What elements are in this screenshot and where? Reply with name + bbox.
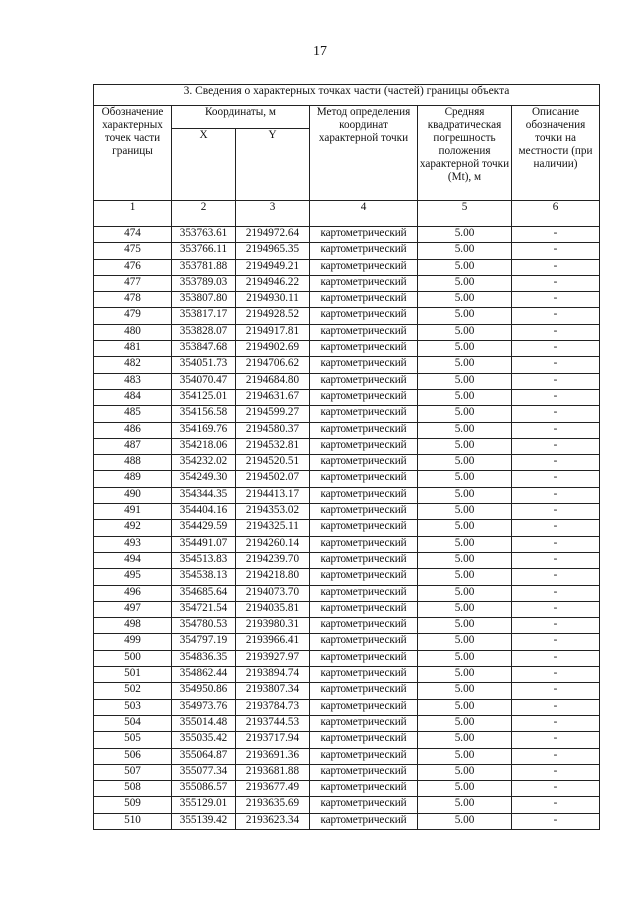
method: картометрический (310, 341, 418, 357)
column-number-row (94, 201, 600, 227)
error-value: 5.00 (418, 259, 512, 275)
coord-y: 2194520.51 (236, 455, 310, 471)
coord-y: 2194353.02 (236, 504, 310, 520)
coord-x: 353781.88 (172, 259, 236, 275)
method: картометрический (310, 275, 418, 291)
table-row (94, 732, 600, 748)
description: - (512, 227, 600, 243)
method: картометрический (310, 536, 418, 552)
coord-y: 2193677.49 (236, 781, 310, 797)
point-number: 501 (94, 667, 172, 683)
description: - (512, 422, 600, 438)
coord-x: 355064.87 (172, 748, 236, 764)
point-number: 478 (94, 292, 172, 308)
point-number: 496 (94, 585, 172, 601)
coord-y: 2193966.41 (236, 634, 310, 650)
description: - (512, 748, 600, 764)
column-number: 6 (512, 201, 600, 227)
coord-x: 354721.54 (172, 601, 236, 617)
method: картометрический (310, 389, 418, 405)
description: - (512, 650, 600, 666)
coord-x: 353789.03 (172, 275, 236, 291)
section-title-row (94, 85, 600, 106)
description: - (512, 797, 600, 813)
header-method: Метод определения координат характерной точки (310, 106, 418, 201)
table-row (94, 259, 600, 275)
method: картометрический (310, 504, 418, 520)
description: - (512, 259, 600, 275)
coord-y: 2194917.81 (236, 324, 310, 340)
error-value: 5.00 (418, 667, 512, 683)
coord-y: 2194260.14 (236, 536, 310, 552)
table-row (94, 308, 600, 324)
error-value: 5.00 (418, 471, 512, 487)
coord-x: 353807.80 (172, 292, 236, 308)
coord-x: 354538.13 (172, 569, 236, 585)
point-number: 494 (94, 552, 172, 568)
coord-x: 354125.01 (172, 389, 236, 405)
error-value: 5.00 (418, 275, 512, 291)
method: картометрический (310, 683, 418, 699)
coord-y: 2193717.94 (236, 732, 310, 748)
coord-x: 354780.53 (172, 618, 236, 634)
table-row (94, 797, 600, 813)
point-number: 495 (94, 569, 172, 585)
coord-y: 2194972.64 (236, 227, 310, 243)
table-row (94, 275, 600, 291)
method: картометрический (310, 227, 418, 243)
table-row (94, 227, 600, 243)
error-value: 5.00 (418, 341, 512, 357)
coord-y: 2194706.62 (236, 357, 310, 373)
coord-x: 354862.44 (172, 667, 236, 683)
method: картометрический (310, 373, 418, 389)
coord-y: 2194073.70 (236, 585, 310, 601)
coord-x: 355014.48 (172, 715, 236, 731)
coord-y: 2193635.69 (236, 797, 310, 813)
coord-x: 354156.58 (172, 406, 236, 422)
table-row (94, 341, 600, 357)
point-number: 484 (94, 389, 172, 405)
table-row (94, 471, 600, 487)
coord-y: 2194580.37 (236, 422, 310, 438)
error-value: 5.00 (418, 715, 512, 731)
error-value: 5.00 (418, 650, 512, 666)
error-value: 5.00 (418, 569, 512, 585)
coord-y: 2194413.17 (236, 487, 310, 503)
point-number: 475 (94, 243, 172, 259)
description: - (512, 781, 600, 797)
method: картометрический (310, 471, 418, 487)
method: картометрический (310, 520, 418, 536)
method: картометрический (310, 634, 418, 650)
description: - (512, 275, 600, 291)
boundary-points-table (93, 84, 600, 830)
coord-x: 354218.06 (172, 438, 236, 454)
header-error: Средняя квадратическая погрешность положения характерной точки (Mt), м (418, 106, 512, 201)
error-value: 5.00 (418, 618, 512, 634)
point-number: 509 (94, 797, 172, 813)
table-row (94, 634, 600, 650)
coord-y: 2194930.11 (236, 292, 310, 308)
coord-y: 2194949.21 (236, 259, 310, 275)
error-value: 5.00 (418, 357, 512, 373)
description: - (512, 552, 600, 568)
table-row (94, 406, 600, 422)
method: картометрический (310, 797, 418, 813)
table-row (94, 357, 600, 373)
method: картометрический (310, 748, 418, 764)
coord-y: 2194631.67 (236, 389, 310, 405)
method: картометрический (310, 552, 418, 568)
coord-x: 353766.11 (172, 243, 236, 259)
coord-x: 353847.68 (172, 341, 236, 357)
column-number: 3 (236, 201, 310, 227)
point-number: 476 (94, 259, 172, 275)
error-value: 5.00 (418, 227, 512, 243)
section-title: 3. Сведения о характерных точках части (частей) границы объекта (94, 85, 600, 106)
point-number: 489 (94, 471, 172, 487)
coord-y: 2193927.97 (236, 650, 310, 666)
description: - (512, 585, 600, 601)
point-number: 474 (94, 227, 172, 243)
table-row (94, 813, 600, 829)
description: - (512, 455, 600, 471)
method: картометрический (310, 667, 418, 683)
point-number: 480 (94, 324, 172, 340)
method: картометрический (310, 569, 418, 585)
error-value: 5.00 (418, 699, 512, 715)
coord-y: 2194035.81 (236, 601, 310, 617)
coord-x: 355077.34 (172, 764, 236, 780)
error-value: 5.00 (418, 634, 512, 650)
description: - (512, 373, 600, 389)
coord-y: 2193623.34 (236, 813, 310, 829)
table-row (94, 536, 600, 552)
point-number: 481 (94, 341, 172, 357)
point-number: 506 (94, 748, 172, 764)
description: - (512, 243, 600, 259)
coord-y: 2194928.52 (236, 308, 310, 324)
description: - (512, 471, 600, 487)
description: - (512, 732, 600, 748)
method: картометрический (310, 324, 418, 340)
error-value: 5.00 (418, 243, 512, 259)
table-row (94, 748, 600, 764)
point-number: 508 (94, 781, 172, 797)
description: - (512, 406, 600, 422)
coord-y: 2194965.35 (236, 243, 310, 259)
coord-x: 354169.76 (172, 422, 236, 438)
description: - (512, 699, 600, 715)
error-value: 5.00 (418, 422, 512, 438)
error-value: 5.00 (418, 520, 512, 536)
error-value: 5.00 (418, 536, 512, 552)
error-value: 5.00 (418, 438, 512, 454)
description: - (512, 324, 600, 340)
point-number: 477 (94, 275, 172, 291)
description: - (512, 520, 600, 536)
error-value: 5.00 (418, 732, 512, 748)
error-value: 5.00 (418, 504, 512, 520)
table-row (94, 667, 600, 683)
coord-y: 2193691.36 (236, 748, 310, 764)
table-row (94, 487, 600, 503)
error-value: 5.00 (418, 748, 512, 764)
coord-y: 2194218.80 (236, 569, 310, 585)
method: картометрический (310, 422, 418, 438)
method: картометрический (310, 243, 418, 259)
coord-x: 354051.73 (172, 357, 236, 373)
method: картометрический (310, 585, 418, 601)
description: - (512, 389, 600, 405)
coord-x: 354950.86 (172, 683, 236, 699)
description: - (512, 569, 600, 585)
point-number: 491 (94, 504, 172, 520)
description: - (512, 357, 600, 373)
error-value: 5.00 (418, 601, 512, 617)
point-number: 485 (94, 406, 172, 422)
table-row (94, 569, 600, 585)
coord-y: 2193894.74 (236, 667, 310, 683)
coord-x: 354429.59 (172, 520, 236, 536)
method: картометрический (310, 259, 418, 275)
method: картометрический (310, 732, 418, 748)
point-number: 492 (94, 520, 172, 536)
coord-x: 354491.07 (172, 536, 236, 552)
description: - (512, 764, 600, 780)
coord-x: 354685.64 (172, 585, 236, 601)
page-number: 17 (313, 44, 327, 59)
error-value: 5.00 (418, 308, 512, 324)
coord-y: 2193807.34 (236, 683, 310, 699)
table-row (94, 781, 600, 797)
table-row (94, 324, 600, 340)
table-row (94, 422, 600, 438)
coord-x: 354404.16 (172, 504, 236, 520)
description: - (512, 536, 600, 552)
coord-x: 355035.42 (172, 732, 236, 748)
coord-y: 2194502.07 (236, 471, 310, 487)
table-row (94, 455, 600, 471)
error-value: 5.00 (418, 813, 512, 829)
error-value: 5.00 (418, 781, 512, 797)
table-row (94, 683, 600, 699)
point-number: 504 (94, 715, 172, 731)
method: картометрический (310, 650, 418, 666)
coord-x: 355139.42 (172, 813, 236, 829)
point-number: 493 (94, 536, 172, 552)
description: - (512, 667, 600, 683)
method: картометрический (310, 357, 418, 373)
point-number: 503 (94, 699, 172, 715)
error-value: 5.00 (418, 797, 512, 813)
point-number: 486 (94, 422, 172, 438)
point-number: 505 (94, 732, 172, 748)
table-row (94, 552, 600, 568)
coord-y: 2194239.70 (236, 552, 310, 568)
point-number: 507 (94, 764, 172, 780)
coord-x: 353828.07 (172, 324, 236, 340)
column-number: 5 (418, 201, 512, 227)
description: - (512, 601, 600, 617)
description: - (512, 504, 600, 520)
description: - (512, 438, 600, 454)
coord-x: 353763.61 (172, 227, 236, 243)
header-x: X (172, 129, 236, 201)
point-number: 498 (94, 618, 172, 634)
table-row (94, 243, 600, 259)
coord-x: 354344.35 (172, 487, 236, 503)
point-number: 510 (94, 813, 172, 829)
coord-x: 354973.76 (172, 699, 236, 715)
point-number: 500 (94, 650, 172, 666)
header-coords: Координаты, м (172, 106, 310, 129)
description: - (512, 618, 600, 634)
coord-x: 353817.17 (172, 308, 236, 324)
table-row (94, 389, 600, 405)
error-value: 5.00 (418, 764, 512, 780)
description: - (512, 683, 600, 699)
method: картометрический (310, 764, 418, 780)
point-number: 499 (94, 634, 172, 650)
method: картометрический (310, 601, 418, 617)
table-row (94, 650, 600, 666)
table-row (94, 715, 600, 731)
method: картометрический (310, 699, 418, 715)
coord-y: 2194684.80 (236, 373, 310, 389)
coord-y: 2193784.73 (236, 699, 310, 715)
column-number: 2 (172, 201, 236, 227)
coord-x: 354797.19 (172, 634, 236, 650)
point-number: 479 (94, 308, 172, 324)
error-value: 5.00 (418, 487, 512, 503)
method: картометрический (310, 781, 418, 797)
coord-x: 354513.83 (172, 552, 236, 568)
error-value: 5.00 (418, 389, 512, 405)
error-value: 5.00 (418, 585, 512, 601)
table-row (94, 438, 600, 454)
table-row (94, 618, 600, 634)
coord-x: 355129.01 (172, 797, 236, 813)
description: - (512, 715, 600, 731)
error-value: 5.00 (418, 552, 512, 568)
coord-x: 354070.47 (172, 373, 236, 389)
table-row (94, 292, 600, 308)
description: - (512, 308, 600, 324)
header-y: Y (236, 129, 310, 201)
point-number: 497 (94, 601, 172, 617)
table-row (94, 504, 600, 520)
error-value: 5.00 (418, 455, 512, 471)
point-number: 482 (94, 357, 172, 373)
coord-y: 2193744.53 (236, 715, 310, 731)
coord-x: 354249.30 (172, 471, 236, 487)
coord-y: 2194946.22 (236, 275, 310, 291)
table-row (94, 764, 600, 780)
header-row (94, 106, 600, 129)
coord-y: 2193681.88 (236, 764, 310, 780)
coord-y: 2193980.31 (236, 618, 310, 634)
method: картометрический (310, 813, 418, 829)
error-value: 5.00 (418, 292, 512, 308)
description: - (512, 634, 600, 650)
error-value: 5.00 (418, 373, 512, 389)
point-number: 502 (94, 683, 172, 699)
table-body (94, 227, 600, 830)
method: картометрический (310, 455, 418, 471)
table-row (94, 699, 600, 715)
column-number: 1 (94, 201, 172, 227)
point-number: 483 (94, 373, 172, 389)
method: картометрический (310, 715, 418, 731)
error-value: 5.00 (418, 324, 512, 340)
description: - (512, 292, 600, 308)
error-value: 5.00 (418, 406, 512, 422)
method: картометрический (310, 438, 418, 454)
point-number: 487 (94, 438, 172, 454)
header-description: Описание обозначения точки на местности (при наличии) (512, 106, 600, 201)
method: картометрический (310, 292, 418, 308)
header-point: Обозначение характерных точек части границы (94, 106, 172, 201)
coord-x: 354232.02 (172, 455, 236, 471)
method: картометрический (310, 618, 418, 634)
coord-y: 2194599.27 (236, 406, 310, 422)
coord-x: 355086.57 (172, 781, 236, 797)
point-number: 490 (94, 487, 172, 503)
table-row (94, 585, 600, 601)
column-number: 4 (310, 201, 418, 227)
method: картометрический (310, 406, 418, 422)
coord-y: 2194902.69 (236, 341, 310, 357)
coord-x: 354836.35 (172, 650, 236, 666)
coord-y: 2194532.81 (236, 438, 310, 454)
table-row (94, 520, 600, 536)
description: - (512, 813, 600, 829)
method: картометрический (310, 487, 418, 503)
description: - (512, 341, 600, 357)
method: картометрический (310, 308, 418, 324)
coord-y: 2194325.11 (236, 520, 310, 536)
error-value: 5.00 (418, 683, 512, 699)
description: - (512, 487, 600, 503)
table-row (94, 601, 600, 617)
point-number: 488 (94, 455, 172, 471)
table-row (94, 373, 600, 389)
